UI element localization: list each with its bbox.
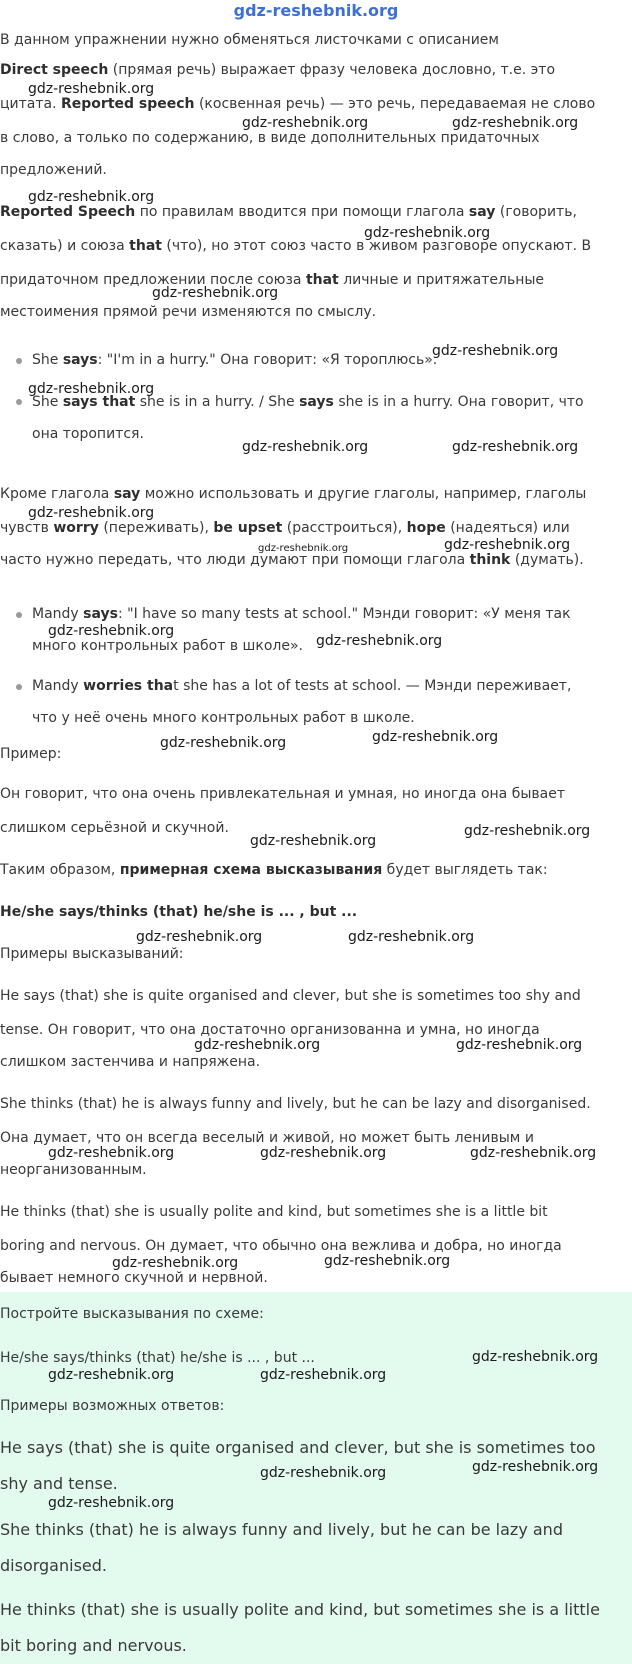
- reported-speech-term: Reported speech: [61, 96, 195, 112]
- example-4-line-2: что у неё очень много контрольных работ в школе.: [32, 710, 415, 726]
- intro-line-4: в слово, а только по содержанию, в виде дополнительных придаточных: [0, 130, 540, 146]
- watermark: gdz-reshebnik.org: [364, 225, 491, 241]
- sample-1-line-1: He says (that) she is quite organised and clever, but she is sometimes too shy and: [0, 988, 581, 1004]
- watermark: gdz-reshebnik.org: [258, 543, 349, 554]
- watermark: gdz-reshebnik.org: [260, 1465, 387, 1481]
- rule-line-4: местоимения прямой речи изменяются по смыслу.: [0, 304, 377, 320]
- watermark: gdz-reshebnik.org: [372, 729, 499, 745]
- watermark: gdz-reshebnik.org: [470, 1145, 597, 1161]
- watermark: gdz-reshebnik.org: [260, 1367, 387, 1383]
- scheme-intro: Таким образом, примерная схема высказывания будет выглядеть так:: [0, 862, 548, 878]
- rule-line-1: Reported Speech по правилам вводится при помощи глагола say (говорить,: [0, 204, 577, 220]
- watermark: gdz-reshebnik.org: [48, 623, 175, 639]
- examples-label: Примеры высказываний:: [0, 946, 184, 962]
- verbs-line-3: часто нужно передать, что люди думают при помощи глагола think (думать).: [0, 552, 584, 568]
- sample-2-line-2: Она думает, что он всегда веселый и живой, но может быть ленивым и: [0, 1130, 534, 1146]
- watermark: gdz-reshebnik.org: [28, 189, 155, 205]
- watermark: gdz-reshebnik.org: [452, 115, 579, 131]
- watermark: gdz-reshebnik.org: [260, 1145, 387, 1161]
- site-title[interactable]: gdz-reshebnik.org: [233, 1, 399, 20]
- example-4: Mandy worries that she has a lot of tests at school. — Мэнди переживает,: [32, 678, 572, 694]
- watermark: gdz-reshebnik.org: [160, 735, 287, 751]
- bullet: [16, 684, 22, 690]
- watermark: gdz-reshebnik.org: [472, 1459, 599, 1475]
- example-3-line-2: много контрольных работ в школе».: [32, 638, 303, 654]
- example-line-2: слишком серьёзной и скучной.: [0, 820, 229, 836]
- watermark: gdz-reshebnik.org: [194, 1037, 321, 1053]
- bullet: [16, 399, 22, 405]
- watermark: gdz-reshebnik.org: [48, 1495, 175, 1511]
- watermark: gdz-reshebnik.org: [348, 929, 475, 945]
- example-label: Пример:: [0, 746, 62, 762]
- sample-3-line-3: бывает немного скучной и нервной.: [0, 1270, 268, 1286]
- watermark: gdz-reshebnik.org: [136, 929, 263, 945]
- sample-2-line-3: неорганизованным.: [0, 1162, 147, 1178]
- watermark: gdz-reshebnik.org: [316, 633, 443, 649]
- watermark: gdz-reshebnik.org: [242, 439, 369, 455]
- bullet: [16, 358, 22, 364]
- direct-speech-term: Direct speech: [0, 62, 109, 78]
- watermark: gdz-reshebnik.org: [242, 115, 369, 131]
- watermark: gdz-reshebnik.org: [464, 823, 591, 839]
- watermark: gdz-reshebnik.org: [456, 1037, 583, 1053]
- rule-line-2: сказать) и союза that (что), но этот союз часто в живом разговоре опускают. В: [0, 238, 592, 254]
- sample-2-line-1: She thinks (that) he is always funny and lively, but he can be lazy and disorganised.: [0, 1096, 591, 1112]
- watermark: gdz-reshebnik.org: [472, 1349, 599, 1365]
- answer-label: Примеры возможных ответов:: [0, 1398, 225, 1414]
- example-1: She says: "I'm in a hurry." Она говорит: «Я тороплюсь».: [32, 352, 438, 368]
- answer-1-line-2: shy and tense.: [0, 1474, 118, 1493]
- watermark: gdz-reshebnik.org: [324, 1253, 451, 1269]
- intro-line-1: В данном упражнении нужно обменяться листочками с описанием: [0, 32, 499, 48]
- example-2: She says that she is in a hurry. / She says she is in a hurry. Она говорит, что: [32, 394, 584, 410]
- intro-line-2: Direct speech (прямая речь) выражает фразу человека дословно, т.е. это: [0, 62, 556, 78]
- answer-3-line-2: bit boring and nervous.: [0, 1636, 187, 1655]
- verbs-line-2: чувств worry (переживать), be upset (расстроиться), hope (надеяться) или: [0, 520, 570, 536]
- watermark: gdz-reshebnik.org: [152, 285, 279, 301]
- sample-1-line-3: слишком застенчива и напряжена.: [0, 1054, 261, 1070]
- watermark: gdz-reshebnik.org: [444, 537, 571, 553]
- intro-line-5: предложений.: [0, 162, 107, 178]
- verbs-line-1: Кроме глагола say можно использовать и другие глаголы, например, глаголы: [0, 486, 587, 502]
- watermark: gdz-reshebnik.org: [452, 439, 579, 455]
- rule-line-3: придаточном предложении после союза that личные и притяжательные: [0, 272, 545, 288]
- watermark: gdz-reshebnik.org: [28, 381, 155, 397]
- sample-3-line-1: He thinks (that) she is usually polite and kind, but sometimes she is a little bit: [0, 1204, 548, 1220]
- watermark: gdz-reshebnik.org: [28, 81, 155, 97]
- example-3: Mandy says: "I have so many tests at school." Мэнди говорит: «У меня так: [32, 606, 571, 622]
- bullet: [16, 612, 22, 618]
- example-2-line-2: она торопится.: [32, 426, 144, 442]
- answer-formula: He/she says/thinks (that) he/she is ... , but ...: [0, 1350, 315, 1366]
- watermark: gdz-reshebnik.org: [112, 1255, 239, 1271]
- answer-1-line-1: He says (that) she is quite organised and clever, but she is sometimes too: [0, 1438, 596, 1457]
- answer-task: Постройте высказывания по схеме:: [0, 1306, 264, 1322]
- watermark: gdz-reshebnik.org: [48, 1367, 175, 1383]
- watermark: gdz-reshebnik.org: [28, 505, 155, 521]
- sample-1-line-2: tense. Он говорит, что она достаточно организованна и умна, но иногда: [0, 1022, 540, 1038]
- watermark: gdz-reshebnik.org: [250, 833, 377, 849]
- sample-3-line-2: boring and nervous. Он думает, что обычно она вежлива и добра, но иногда: [0, 1238, 562, 1254]
- intro-line-3: цитата. Reported speech (косвенная речь) — это речь, передаваемая не слово: [0, 96, 596, 112]
- example-line-1: Он говорит, что она очень привлекательная и умная, но иногда она бывает: [0, 786, 565, 802]
- answer-2-line-1: She thinks (that) he is always funny and lively, but he can be lazy and: [0, 1520, 563, 1539]
- answer-2-line-2: disorganised.: [0, 1556, 107, 1575]
- scheme-formula: He/she says/thinks (that) he/she is ... , but ...: [0, 904, 358, 920]
- watermark: gdz-reshebnik.org: [432, 343, 559, 359]
- watermark: gdz-reshebnik.org: [48, 1145, 175, 1161]
- answer-3-line-1: He thinks (that) she is usually polite and kind, but sometimes she is a little: [0, 1600, 600, 1619]
